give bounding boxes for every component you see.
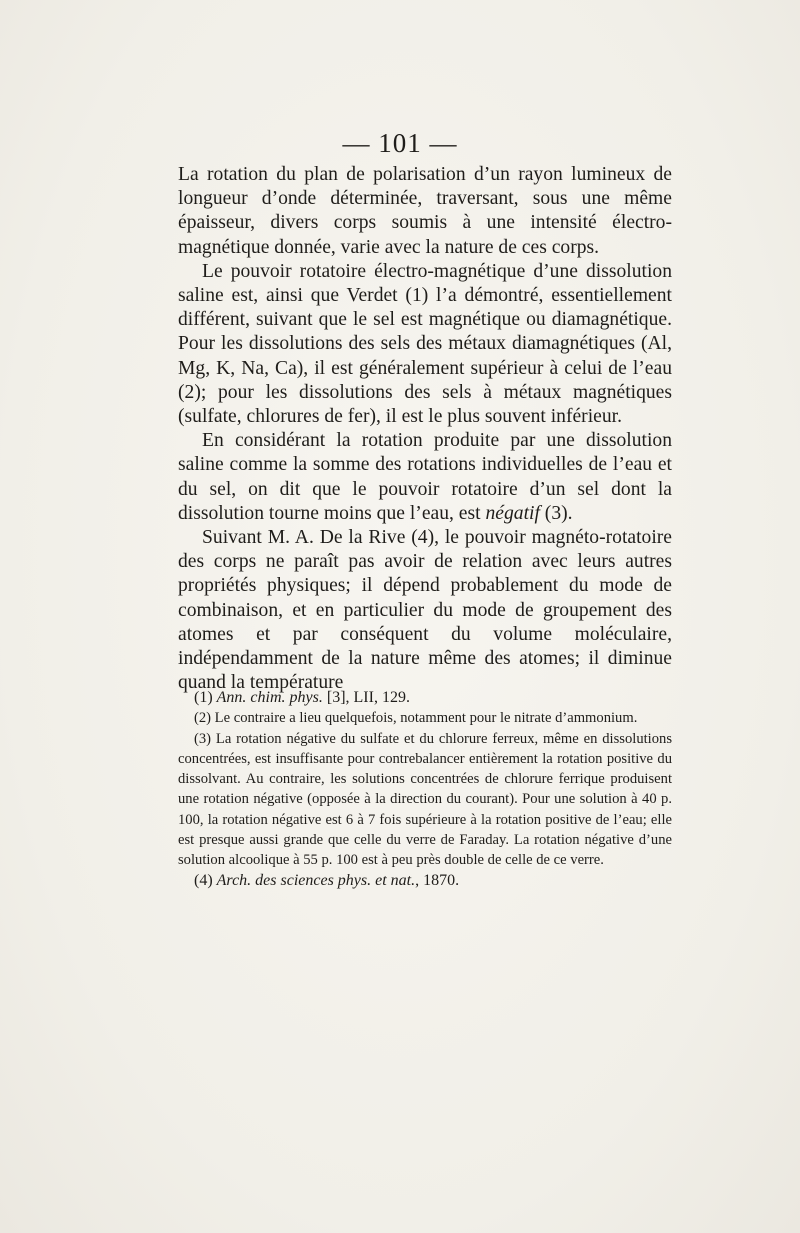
footnote-1-ref: [3], LII, 129. xyxy=(322,689,410,706)
paragraph-3-ref: (3). xyxy=(539,502,573,524)
footnote-3-marker: (3) xyxy=(194,730,216,747)
footnote-1 xyxy=(178,688,672,708)
footnote-1-marker: (1) xyxy=(194,689,217,706)
footnote-1-journal: Ann. chim. phys. xyxy=(216,689,323,706)
footnote-4-ref: , 1870. xyxy=(415,871,460,889)
footnote-2-text: Le contraire a lieu quelquefois, notamment pour le nitrate d’ammonium. xyxy=(214,710,638,727)
emphasis-negatif: négatif xyxy=(485,502,540,524)
footnote-2-marker: (2) xyxy=(194,710,215,727)
footnote-4-marker: (4) xyxy=(194,871,217,889)
footnote-2 xyxy=(178,708,672,728)
page-number: — 101 — xyxy=(342,128,458,158)
paragraph-3 xyxy=(178,429,672,526)
footnote-4 xyxy=(178,871,672,891)
footnote-4-journal: Arch. des sciences phys. et nat. xyxy=(216,871,416,889)
main-text xyxy=(178,163,672,695)
footnotes xyxy=(178,688,672,891)
paragraph-4: Suivant M. A. De la Rive (4), le pouvoir magnéto-rotatoire des corps ne paraît pas avoir de relation avec leurs autres propriétés physiques; il dépend probablement du mode de combinaison, et en particulier du mode de groupement des atomes et par conséquent du volume moléculaire, indépendamment de la nature même des atomes; il diminue quand la température xyxy=(178,527,672,694)
footnote-3 xyxy=(178,729,672,871)
paragraph-2: Le pouvoir rotatoire électro-magnétique d’une dissolution saline est, ainsi que Verdet (1) l’a démontré, essentiellement différent, suivant que le sel est magnétique ou diamagnétique. Pour les dissolutions des sels des métaux diamagnétiques (Al, Mg, K, Na, Ca), il est généralement supérieur à celui de l’eau (2); pour les dissolutions des sels à métaux magnétiques (sulfate, chlorures de fer), il est le plus souvent inférieur. xyxy=(178,260,672,428)
paragraph-3-text: En considérant la rotation produite par une dissolution saline comme la somme des rotations individuelles de l’eau et du sel, on dit que le pouvoir rotatoire d’un sel dont la dissolution tourne moins que l’eau, est xyxy=(178,430,672,524)
footnote-3-text: La rotation négative du sulfate et du chlorure ferreux, même en dissolutions concentrées, est insuffisante pour contrebalancer entièrement la rotation positive du dissolvant. Au contraire, les solutions concentrées de chlorure ferrique produisent une rotation négative (opposée à la direction du courant). Pour une solution à 40 p. 100, la rotation négative est 6 à 7 fois supérieure à la rotation positive de l’eau; elle est presque aussi grande que celle du verre de Faraday. La rotation négative d’une solution alcoolique à 55 p. 100 est à peu près double de celle de ce verre. xyxy=(178,730,672,869)
paragraph-1: La rotation du plan de polarisation d’un rayon lumineux de longueur d’onde déterminée, traversant, sous une même épaisseur, divers corps soumis à une intensité électro-magnétique donnée, varie avec la nature de ces corps. xyxy=(178,164,672,258)
